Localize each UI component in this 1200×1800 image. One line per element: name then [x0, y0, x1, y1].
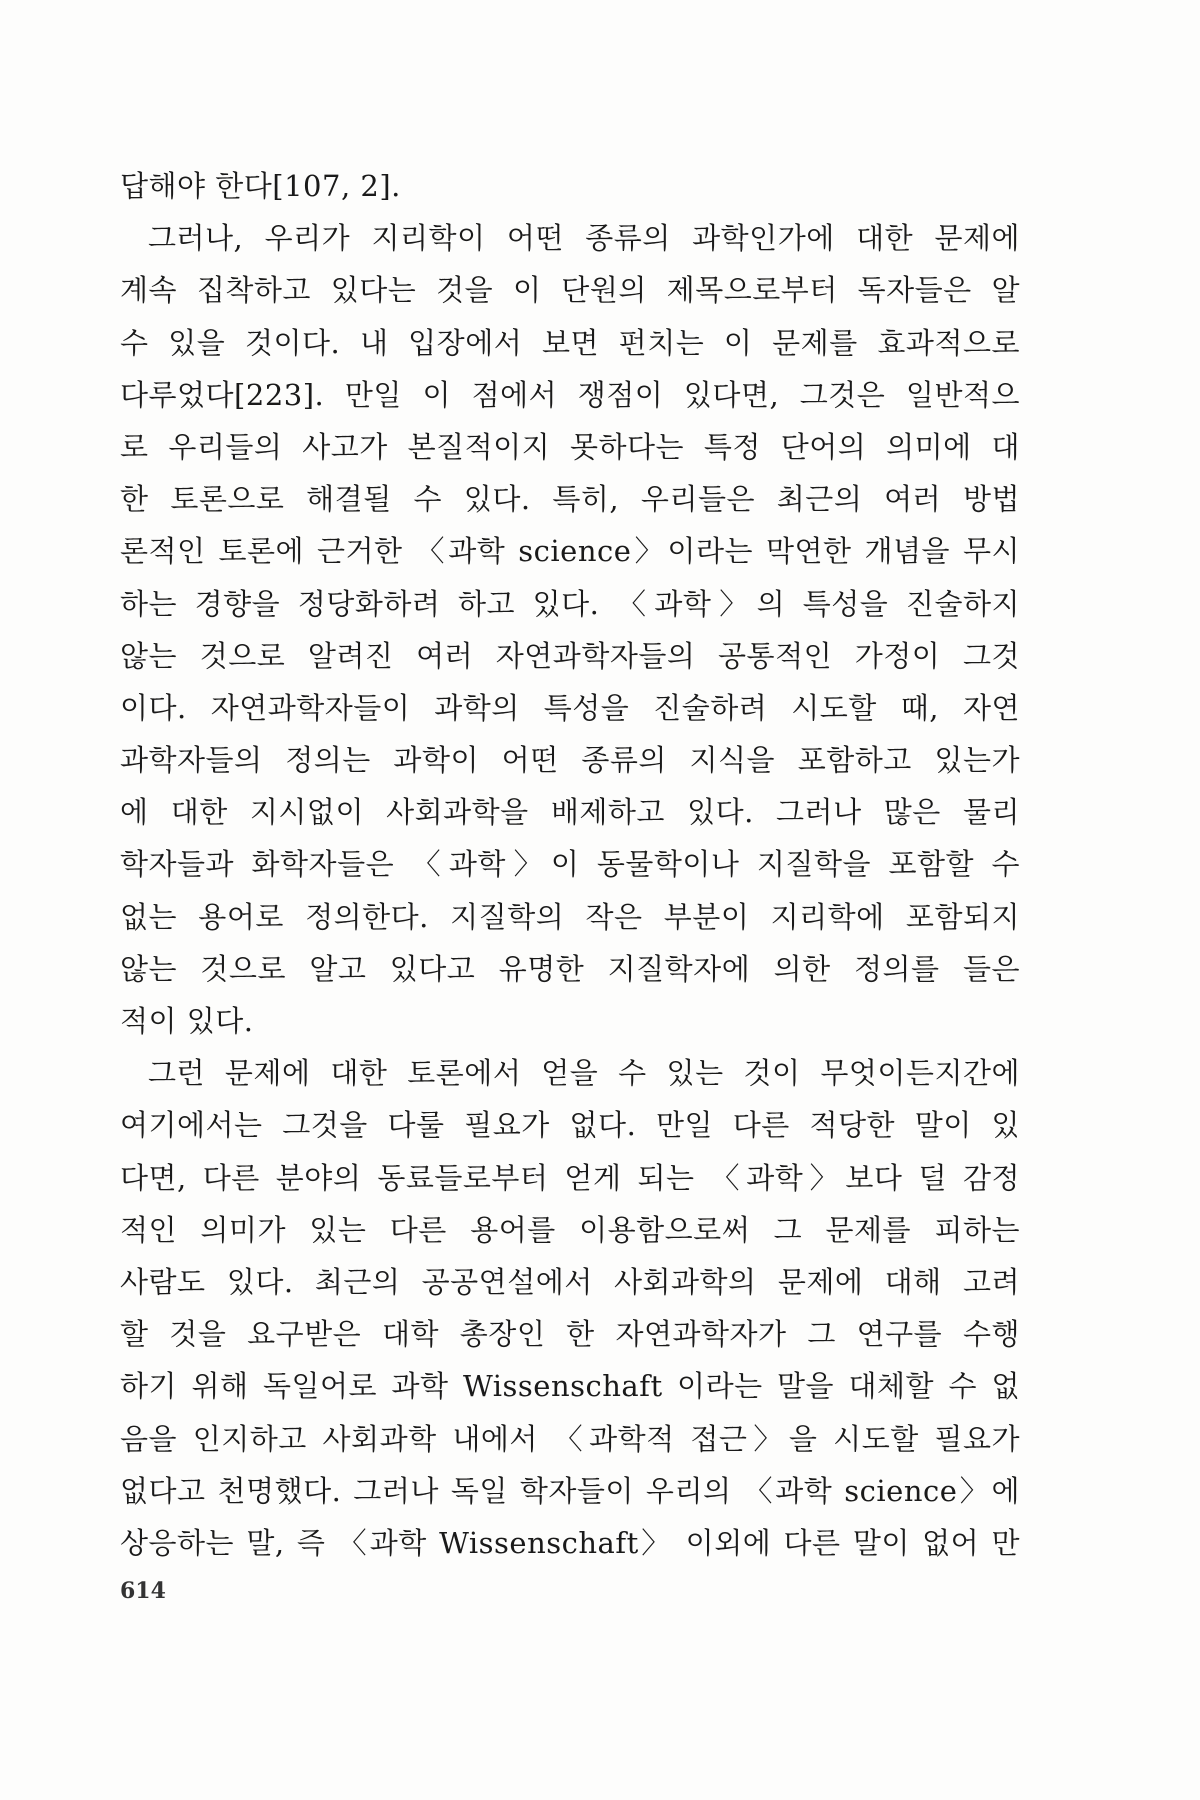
text-line: 않는 것으로 알고 있다고 유명한 지질학자에 의한 정의를 들은	[120, 951, 1020, 986]
text-line: 계속 집착하고 있다는 것을 이 단원의 제목으로부터 독자들은 알	[120, 273, 1020, 308]
text-line: 답해야 한다[107, 2].	[120, 169, 401, 203]
text-line: 수 있을 것이다. 내 입장에서 보면 펀치는 이 문제를 효과적으로	[120, 325, 1020, 360]
text-line: 음을 인지하고 사회과학 내에서 〈과학적 접근〉을 시도할 필요가	[120, 1421, 1020, 1456]
text-line: 하는 경향을 정당화하려 하고 있다. 〈과학〉의 특성을 진술하지	[120, 586, 1020, 621]
text-line: 없는 용어로 정의한다. 지질학의 작은 부분이 지리학에 포함되지	[120, 899, 1020, 934]
text-line: 이다. 자연과학자들이 과학의 특성을 진술하려 시도할 때, 자연	[120, 690, 1020, 725]
text-line: 그러나, 우리가 지리학이 어떤 종류의 과학인가에 대한 문제에	[148, 221, 1020, 256]
text-line: 사람도 있다. 최근의 공공연설에서 사회과학의 문제에 대해 고려	[120, 1264, 1020, 1299]
text-line: 과학자들의 정의는 과학이 어떤 종류의 지식을 포함하고 있는가	[120, 743, 1020, 778]
text-line: 다루었다[223]. 만일 이 점에서 쟁점이 있다면, 그것은 일반적으	[120, 377, 1020, 412]
text-line: 적이 있다.	[120, 1004, 254, 1038]
text-line: 할 것을 요구받은 대학 총장인 한 자연과학자가 그 연구를 수행	[120, 1317, 1020, 1352]
text-line: 다면, 다른 분야의 동료들로부터 얻게 되는 〈과학〉보다 덜 감정	[120, 1160, 1020, 1195]
text-line: 않는 것으로 알려진 여러 자연과학자들의 공통적인 가정이 그것	[120, 638, 1020, 673]
text-line: 로 우리들의 사고가 본질적이지 못하다는 특정 단어의 의미에 대	[120, 429, 1020, 464]
text-line: 적인 의미가 있는 다른 용어를 이용함으로써 그 문제를 피하는	[120, 1212, 1020, 1247]
page-number: 614	[120, 1578, 166, 1604]
text-line: 하기 위해 독일어로 과학 Wissenschaft 이라는 말을 대체할 수 없	[120, 1369, 1020, 1404]
body-text	[120, 160, 1020, 1569]
text-line: 상응하는 말, 즉 〈과학 Wissenschaft〉 이외에 다른 말이 없어 만	[120, 1525, 1020, 1560]
text-line: 그런 문제에 대한 토론에서 얻을 수 있는 것이 무엇이든지간에	[148, 1056, 1020, 1091]
text-line: 없다고 천명했다. 그러나 독일 학자들이 우리의 〈과학 science〉에	[120, 1473, 1020, 1508]
text-line: 론적인 토론에 근거한 〈과학 science〉이라는 막연한 개념을 무시	[120, 534, 1020, 569]
text-line: 여기에서는 그것을 다룰 필요가 없다. 만일 다른 적당한 말이 있	[120, 1108, 1020, 1143]
text-line: 한 토론으로 해결될 수 있다. 특히, 우리들은 최근의 여러 방법	[120, 482, 1020, 517]
text-line: 학자들과 화학자들은 〈과학〉이 동물학이나 지질학을 포함할 수	[120, 847, 1020, 882]
text-line: 에 대한 지시없이 사회과학을 배제하고 있다. 그러나 많은 물리	[120, 795, 1020, 830]
